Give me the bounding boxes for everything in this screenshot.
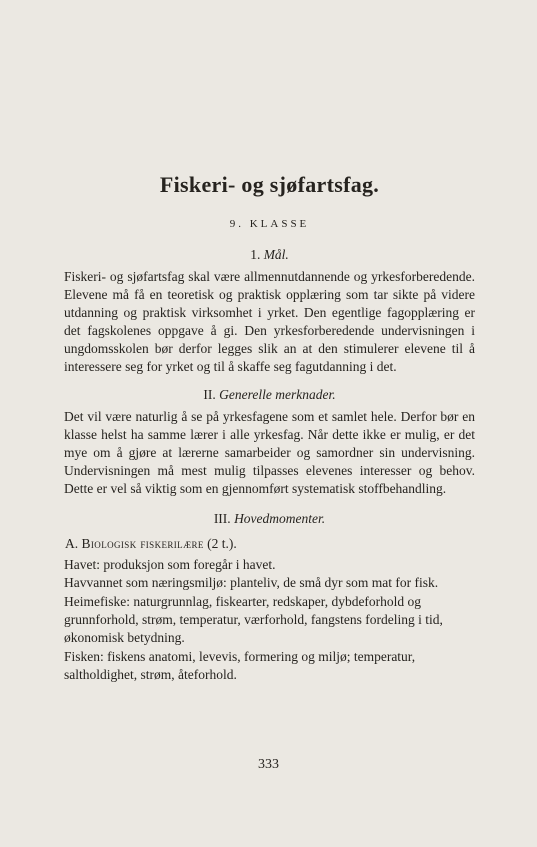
paragraph-merknader: Det vil være naturlig å se på yrkesfagene som et samlet hele. Derfor bør en klasse helst ha samme lærer i alle yrkesfag. Når dette ikke er mulig, er det mye om å gjøre at lærerne samarbeider og samordner sin undervisning. Undervisningen må mest mulig tilpasses elevenes interesser og behov. Dette er vel så viktig som en gjennomført systematisk stoffbehandling. [64, 408, 475, 496]
class-heading: 9. KLASSE [229, 218, 310, 230]
page-title: Fiskeri- og sjøfartsfag. [159, 172, 380, 197]
subsection-letter: A. [65, 536, 79, 552]
subsection-title: Biologisk fiskerilære [81, 536, 204, 552]
section-heading-hovedmomenter [64, 509, 475, 528]
paragraph-mal: Fiskeri- og sjøfartsfag skal være allmennutdannende og yrkesforberedende. Elevene må få en teoretisk og praktisk opplæring som tar sikte på videre utdanning og praktisk virksomhet i yrket. Den egentlige fagopplæring er det fagskolenes oppgave å gi. Den yrkesforberedende undervisningen i ungdomsskolen bør derfor legges slik an at den stimulerer elevene til å interessere seg for yrket og til å skaffe seg fagutdanning i det. [64, 269, 475, 375]
subsection-hours: (2 t.). [207, 536, 237, 552]
item-fisken-line-2: saltholdighet, strøm, åteforhold. [64, 666, 237, 682]
section-heading-mal [64, 245, 475, 264]
item-havvannet: Havvannet som næringsmiljø: planteliv, de små dyr som mat for fisk. [64, 575, 439, 591]
section-name: Hovedmomenter. [234, 511, 326, 527]
item-fisken-line-1: Fisken: fiskens anatomi, levevis, formering og miljø; temperatur, [64, 648, 416, 664]
section-number: II. [203, 386, 216, 402]
page-number: 333 [258, 757, 279, 772]
section-number: 1. [250, 247, 261, 262]
section-name: Generelle merknader. [219, 386, 336, 402]
item-havet: Havet: produksjon som foregår i havet. [64, 557, 276, 573]
item-heimefiske-line-1: Heimefiske: naturgrunnlag, fiskearter, redskaper, dybdeforhold og [64, 593, 422, 609]
item-heimefiske-line-2: grunnforhold, strøm, temperatur, værforhold, fangstens fordeling i tid, [64, 611, 443, 627]
section-number: III. [213, 511, 231, 527]
item-heimefiske-line-3: økonomisk betydning. [64, 630, 185, 646]
section-name: Mål. [263, 247, 289, 262]
text-column [64, 168, 475, 684]
section-heading-merknader [64, 385, 475, 404]
subsection-heading-a [64, 534, 475, 553]
